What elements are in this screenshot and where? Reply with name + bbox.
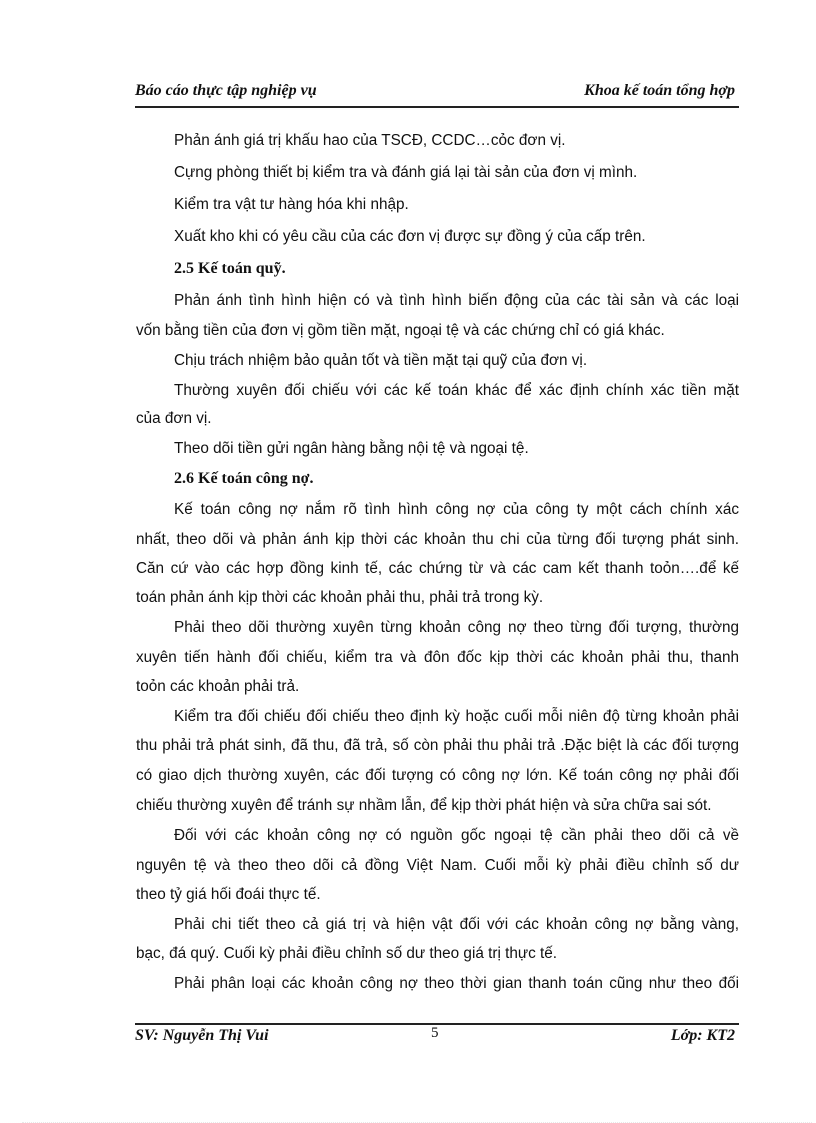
body-line: có giao dịch thường xuyên, các đối tượng có công nợ lớn. Kế toán công nợ phải đối: [136, 767, 739, 784]
body-line: Cựng phòng thiết bị kiểm tra và đánh giá lại tài sản của đơn vị mình.: [174, 164, 638, 181]
body-line: Xuất kho khi có yêu cầu của các đơn vị được sự đồng ý của cấp trên.: [174, 228, 646, 245]
body-line: chiếu thường xuyên để tránh sự nhầm lẫn, để kịp thời phát hiện và sửa chữa sai sót.: [136, 797, 712, 814]
body-line: Phải phân loại các khoản công nợ theo thời gian thanh toán cũng như theo đối: [174, 975, 739, 992]
body-line: Theo dõi tiền gửi ngân hàng bằng nội tệ và ngoại tệ.: [174, 440, 529, 457]
body-line: theo tỷ giá hối đoái thực tế.: [136, 886, 321, 903]
header-report-title: Báo cáo thực tập nghiệp vụ: [135, 82, 317, 99]
section-heading-2-5: 2.5 Kế toán quỹ.: [174, 260, 286, 277]
body-line: Chịu trách nhiệm bảo quản tốt và tiền mặt tại quỹ của đơn vị.: [174, 352, 588, 369]
body-line: Kiểm tra đối chiếu đối chiếu theo định kỳ hoặc cuối mỗi niên độ từng khoản phải: [174, 708, 739, 725]
body-line: Thường xuyên đối chiếu với các kế toán khác để xác định chính xác tiền mặt: [174, 382, 739, 399]
body-line: Phải chi tiết theo cả giá trị và hiện vật đối với các khoản công nợ bằng vàng,: [174, 916, 739, 933]
footer-class: Lớp: KT2: [670, 1027, 735, 1044]
page-header: [135, 82, 737, 104]
body-line: toán phản ánh kịp thời các khoản phải thu, phải trả trong kỳ.: [136, 589, 544, 606]
section-heading-2-6: 2.6 Kế toán công nợ.: [174, 470, 314, 487]
header-department: Khoa kế toán tổng hợp: [584, 82, 735, 99]
footer-student-name: SV: Nguyễn Thị Vui: [135, 1027, 269, 1044]
body-line: bạc, đá quý. Cuối kỳ phải điều chỉnh số dư theo giá trị thực tế.: [136, 945, 557, 962]
body-line: Phản ánh tình hình hiện có và tình hình biến động của các tài sản và các loại: [174, 292, 739, 309]
body-line: Kiểm tra vật tư hàng hóa khi nhập.: [174, 196, 409, 213]
body-line: của đơn vị.: [136, 410, 212, 427]
body-line: xuyên tiến hành đối chiếu, kiểm tra và đôn đốc kịp thời các khoản phải thu, thanh: [136, 649, 739, 666]
body-line: thu phải trả phát sinh, đã thu, đã trả, số còn phải thu phải trả .Đặc biệt là các đối tượng: [136, 737, 739, 754]
body-line: Kế toán công nợ nắm rõ tình hình công nợ của công ty một cách chính xác: [174, 501, 739, 518]
body-line: Đối với các khoản công nợ có nguồn gốc ngoại tệ cần phải theo dõi cả về: [174, 827, 739, 844]
body-line: vốn bằng tiền của đơn vị gồm tiền mặt, ngoại tệ và các chứng chỉ có giá khác.: [136, 322, 665, 339]
body-line: nguyên tệ và theo theo dõi cả đồng Việt Nam. Cuối mỗi kỳ phải điều chỉnh số dư: [136, 857, 739, 874]
body-line: Phản ánh giá trị khấu hao của TSCĐ, CCDC…cỏc đơn vị.: [174, 132, 566, 149]
body-line: Phải theo dõi thường xuyên từng khoản công nợ theo từng đối tượng, thường: [174, 619, 739, 636]
page-number: 5: [431, 1025, 439, 1041]
body-line: nhất, theo dõi và phản ánh kịp thời các khoản thu chi của từng đối tượng phát sinh.: [136, 531, 739, 548]
body-line: toỏn các khoản phải trả.: [136, 678, 300, 695]
body-line: Căn cứ vào các hợp đồng kinh tế, các chứng từ và các cam kết thanh toỏn….để kế: [136, 560, 739, 577]
header-rule: [135, 106, 739, 108]
